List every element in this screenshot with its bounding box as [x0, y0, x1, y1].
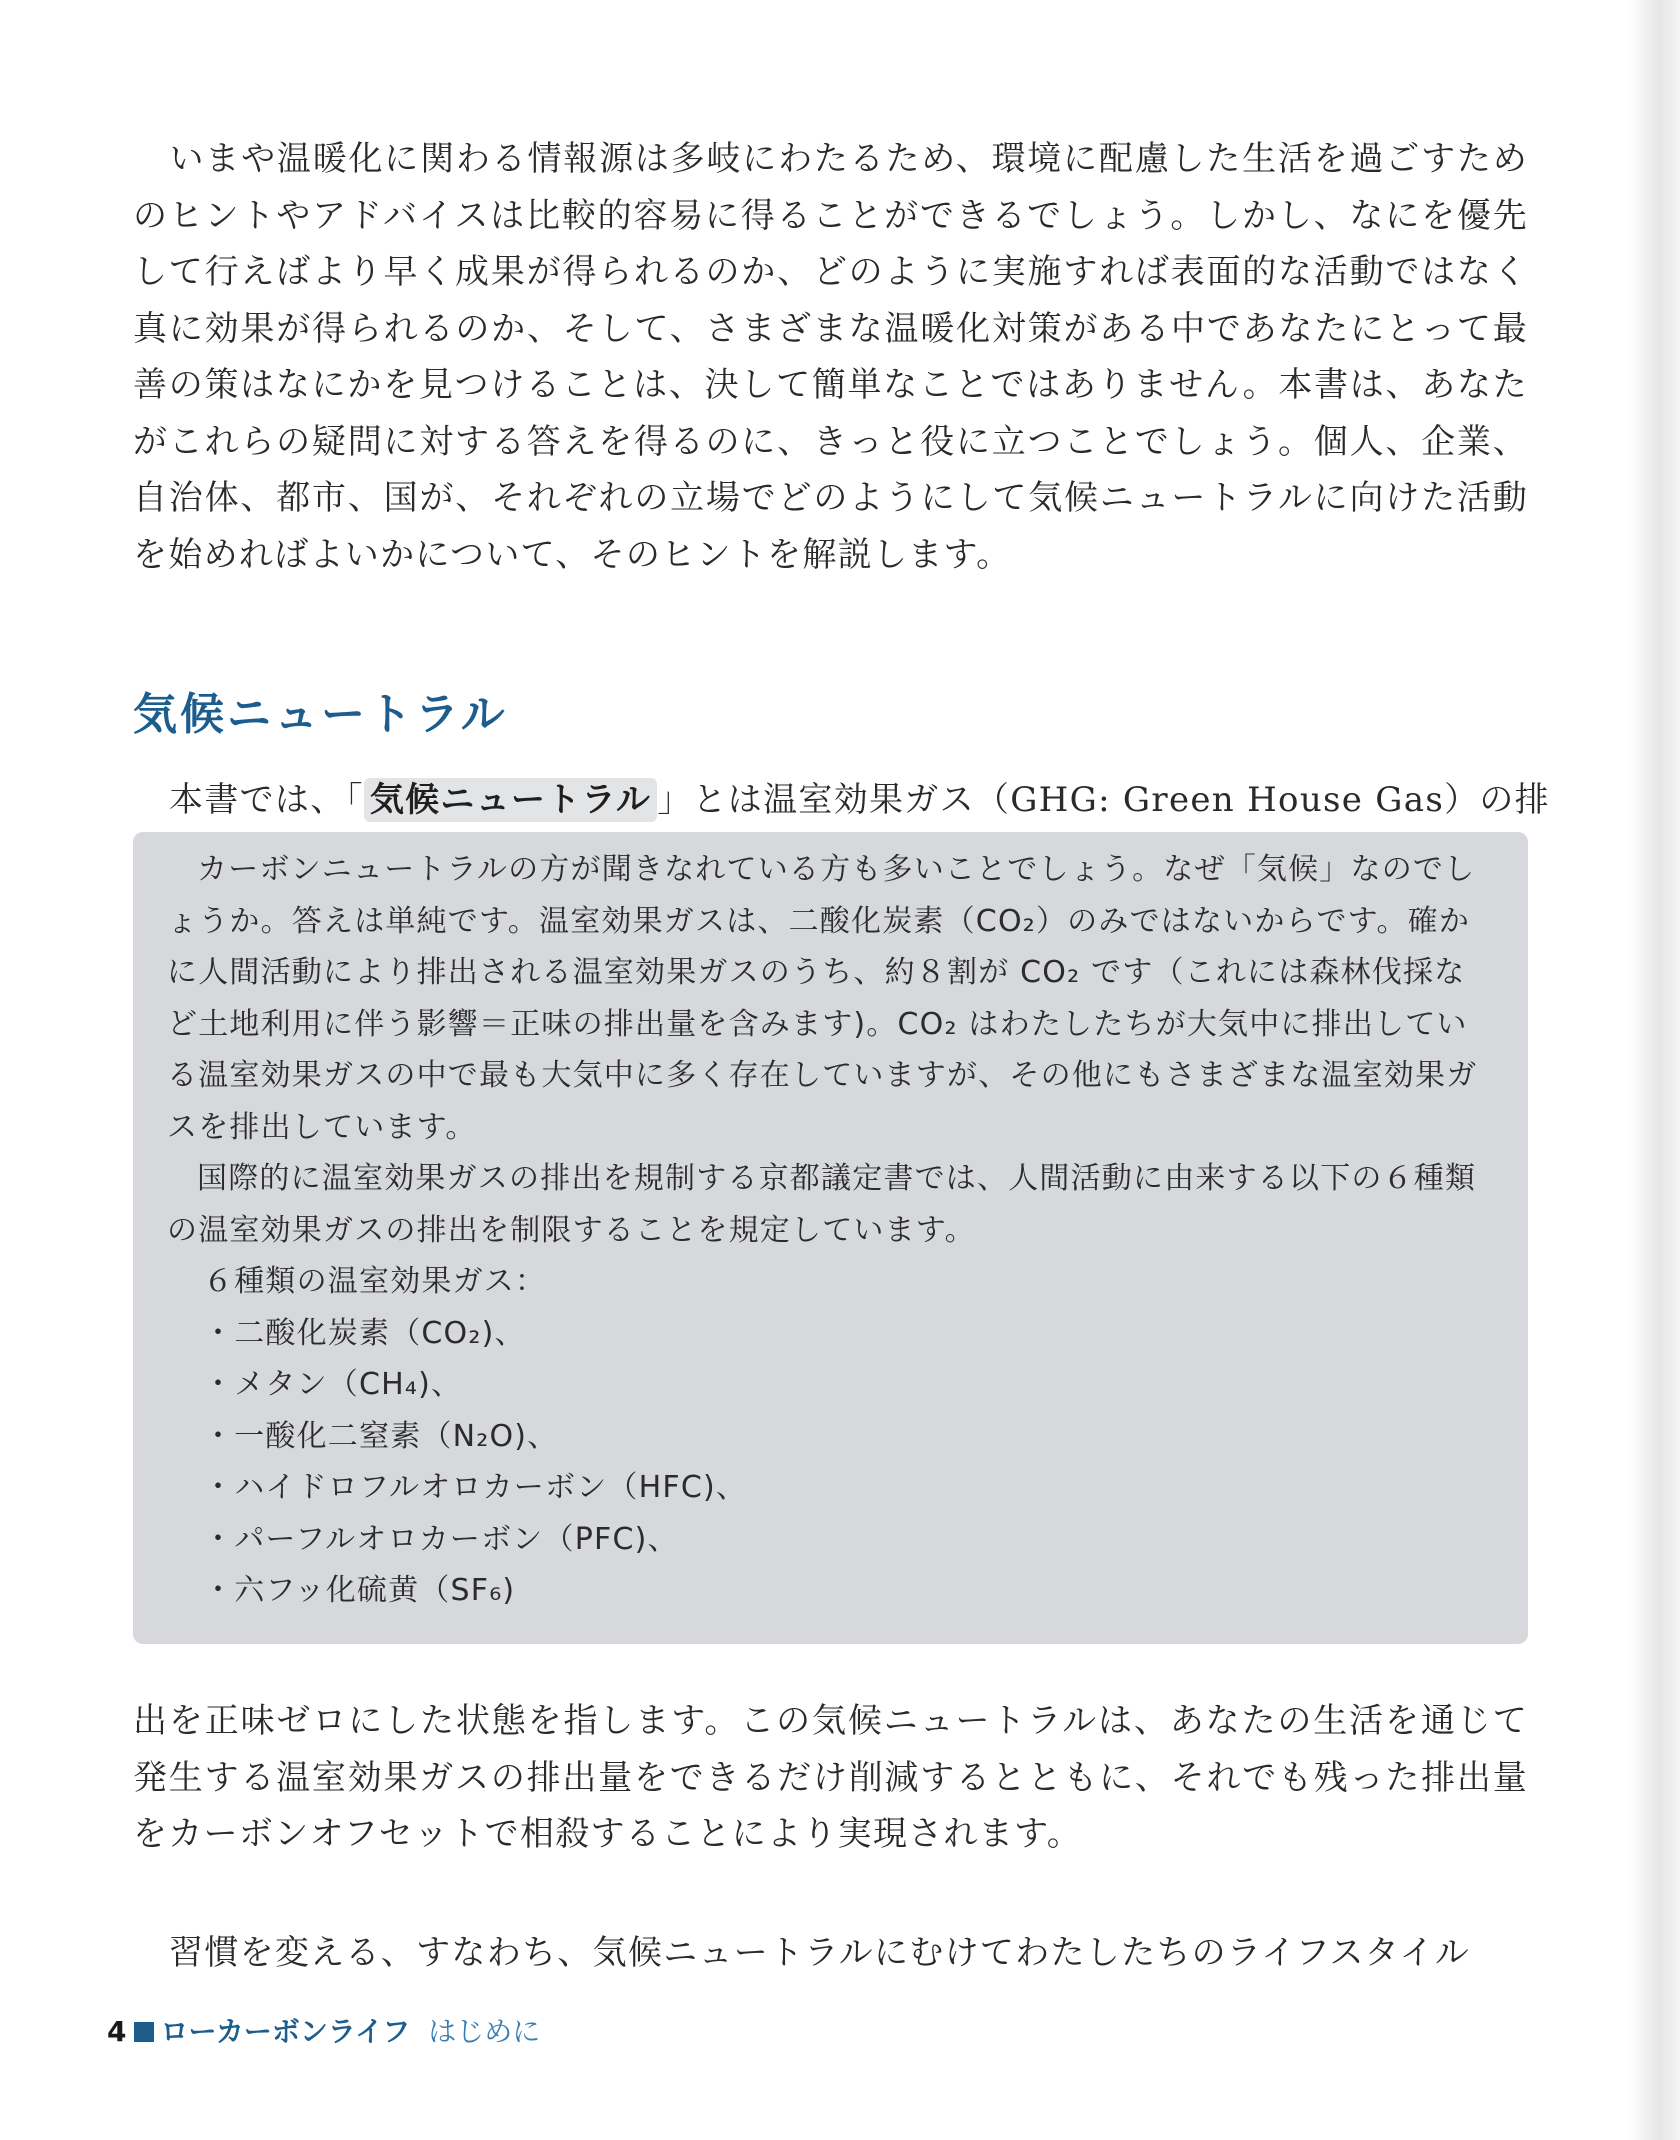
list-item: ・ハイドロフルオロカーボン（HFC)、 [203, 1470, 748, 1505]
definition-middle: 」とは温室効果ガス（GHG: Green House Gas）の排 [657, 780, 1550, 820]
habit-line-text: 習慣を変える、すなわち、気候ニュートラルにむけてわたしたちのライフスタイル [169, 1933, 1470, 1973]
page-number: 4 [107, 2015, 127, 2048]
list-item: ・一酸化二窒素（N₂O)、 [203, 1418, 559, 1454]
definition-lead: 本書では、「 [169, 780, 364, 820]
gas-list-title: ６種類の温室効果ガス： [203, 1264, 547, 1299]
highlighted-term: 気候ニュートラル [364, 778, 657, 822]
definition-paragraph-start [133, 772, 1550, 829]
list-item: ・パーフルオロカーボン（PFC)、 [203, 1521, 679, 1557]
list-item: ・六フッ化硫黄（SF₆) [203, 1573, 516, 1608]
note-box-content [167, 844, 1492, 1617]
list-item: ・メタン（CH₄)、 [203, 1367, 463, 1402]
habit-paragraph [133, 1925, 1528, 1982]
page-footer [107, 2010, 540, 2050]
note-box [133, 832, 1528, 1644]
note-paragraph-1: カーボンニュートラルの方が聞きなれている方も多いことでしょう。なぜ「気候」なのでしょうか。答えは単純です。温室効果ガスは、二酸化炭素（CO₂）のみではないからです。確かに人間活動により排出される温室効果ガスのうち、約８割が CO₂ です（これには森林伐採など土地利用に伴う影響＝正味の排出量を含みます)。CO₂ はわたしたちが大気中に排出している温室効果ガスの中で最も大気中に多く存在していますが、その他にもさまざまな温室効果ガスを排出しています。 [167, 852, 1478, 1145]
list-item: ・二酸化炭素（CO₂)、 [203, 1315, 526, 1351]
section-heading: 気候ニュートラル [133, 689, 508, 740]
definition-paragraph-continued: 出を正味ゼロにした状態を指します。この気候ニュートラルは、あなたの生活を通じて発生する温室効果ガスの排出量をできるだけ削減するとともに、それでも残った排出量をカーボンオフセットで相殺することにより実現されます。 [133, 1701, 1528, 1854]
book-title: ローカーボンライフ [160, 2015, 411, 2048]
intro-paragraph [133, 131, 1528, 583]
section-name: はじめに [428, 2015, 541, 2048]
gas-list [167, 1308, 1492, 1617]
page-edge-shadow [1628, 0, 1680, 2140]
square-bullet-icon [134, 2022, 154, 2042]
intro-paragraph-text: いまや温暖化に関わる情報源は多岐にわたるため、環境に配慮した生活を過ごすためのヒントやアドバイスは比較的容易に得ることができるでしょう。しかし、なにを優先して行えばより早く成果が得られるのか、どのように実施すれば表面的な活動ではなく真に効果が得られるのか、そして、さまざまな温暖化対策がある中であなたにとって最善の策はなにかを見つけることは、決して簡単なことではありません。本書は、あなたがこれらの疑問に対する答えを得るのに、きっと役に立つことでしょう。個人、企業、自治体、都市、国が、それぞれの立場でどのようにして気候ニュートラルに向けた活動を始めればよいかについて、そのヒントを解説します。 [133, 139, 1528, 575]
note-paragraph-2: 国際的に温室効果ガスの排出を規制する京都議定書では、人間活動に由来する以下の６種類の温室効果ガスの排出を制限することを規定しています。 [167, 1161, 1477, 1248]
